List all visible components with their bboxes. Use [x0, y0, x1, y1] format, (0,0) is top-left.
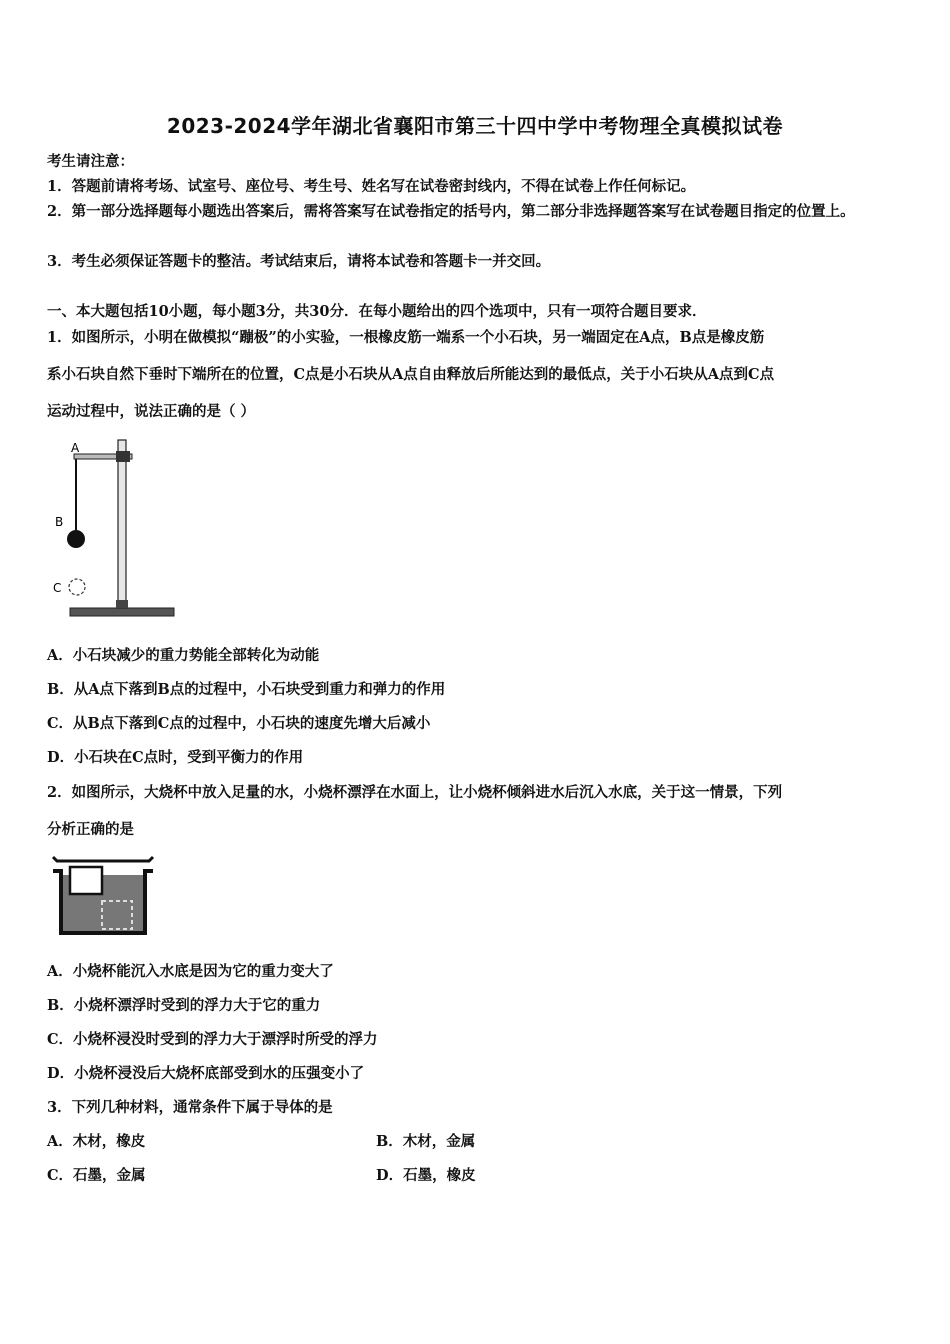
q1-option-a: A．小石块减少的重力势能全部转化为动能 [47, 647, 320, 664]
q2-option-b: B．小烧杯漂浮时受到的浮力大于它的重力 [47, 997, 321, 1014]
figure-label-c: C [53, 581, 62, 595]
q2-option-d: D．小烧杯浸没后大烧杯底部受到水的压强变小了 [47, 1065, 365, 1082]
q2-stem-line-1: 2．如图所示，大烧杯中放入足量的水，小烧杯漂浮在水面上，让小烧杯倾斜进水后沉入水底，关于这一情景，下列 [47, 784, 783, 801]
page-title: 2023-2024学年湖北省襄阳市第三十四中学中考物理全真模拟试卷 [166, 114, 784, 138]
q1-option-c: C．从B点下落到C点的过程中，小石块的速度先增大后减小 [47, 715, 431, 732]
q3-option-b: B．木材，金属 [376, 1133, 476, 1150]
figure-label-a: A [71, 441, 80, 455]
notice-item-3: 3．考生必须保证答题卡的整洁。考试结束后，请将本试卷和答题卡一并交回。 [47, 253, 551, 270]
beaker-figure [48, 853, 158, 938]
notice-item-1: 1．答题前请将考场、试室号、座位号、考生号、姓名写在试卷密封线内，不得在试卷上作任何标记。 [47, 178, 696, 195]
q3-option-c: C．石墨，金属 [47, 1167, 146, 1184]
q3-option-a: A．木材，橡皮 [47, 1133, 146, 1150]
q3-stem: 3．下列几种材料，通常条件下属于导体的是 [47, 1099, 333, 1116]
q2-stem-line-2: 分析正确的是 [47, 821, 134, 838]
q1-option-d: D．小石块在C点时，受到平衡力的作用 [47, 749, 304, 766]
q2-option-a: A．小烧杯能沉入水底是因为它的重力变大了 [47, 963, 334, 980]
q3-option-d: D．石墨，橡皮 [376, 1167, 476, 1184]
section-heading: 一、本大题包括10小题，每小题3分，共30分．在每小题给出的四个选项中，只有一项符合题目要求． [47, 303, 707, 320]
notice-item-2: 2．第一部分选择题每小题选出答案后，需将答案写在试卷指定的括号内，第二部分非选择题答案写在试卷题目指定的位置上。 [47, 203, 855, 220]
q2-option-c: C．小烧杯浸没时受到的浮力大于漂浮时所受的浮力 [47, 1031, 378, 1048]
q1-stem-line-2: 系小石块自然下垂时下端所在的位置，C点是小石块从A点自由释放后所能达到的最低点，关于小石块从A点到C点 [47, 366, 775, 383]
q1-stem-line-1: 1．如图所示，小明在做模拟“蹦极”的小实验，一根橡皮筋一端系一个小石块，另一端固定在A点，B点是橡皮筋 [47, 329, 765, 346]
bungee-apparatus-figure [50, 438, 185, 623]
figure-label-b: B [55, 515, 64, 529]
q1-option-b: B．从A点下落到B点的过程中，小石块受到重力和弹力的作用 [47, 681, 446, 698]
notice-heading: 考生请注意： [47, 153, 134, 170]
q1-stem-line-3: 运动过程中，说法正确的是（ ） [47, 403, 256, 420]
